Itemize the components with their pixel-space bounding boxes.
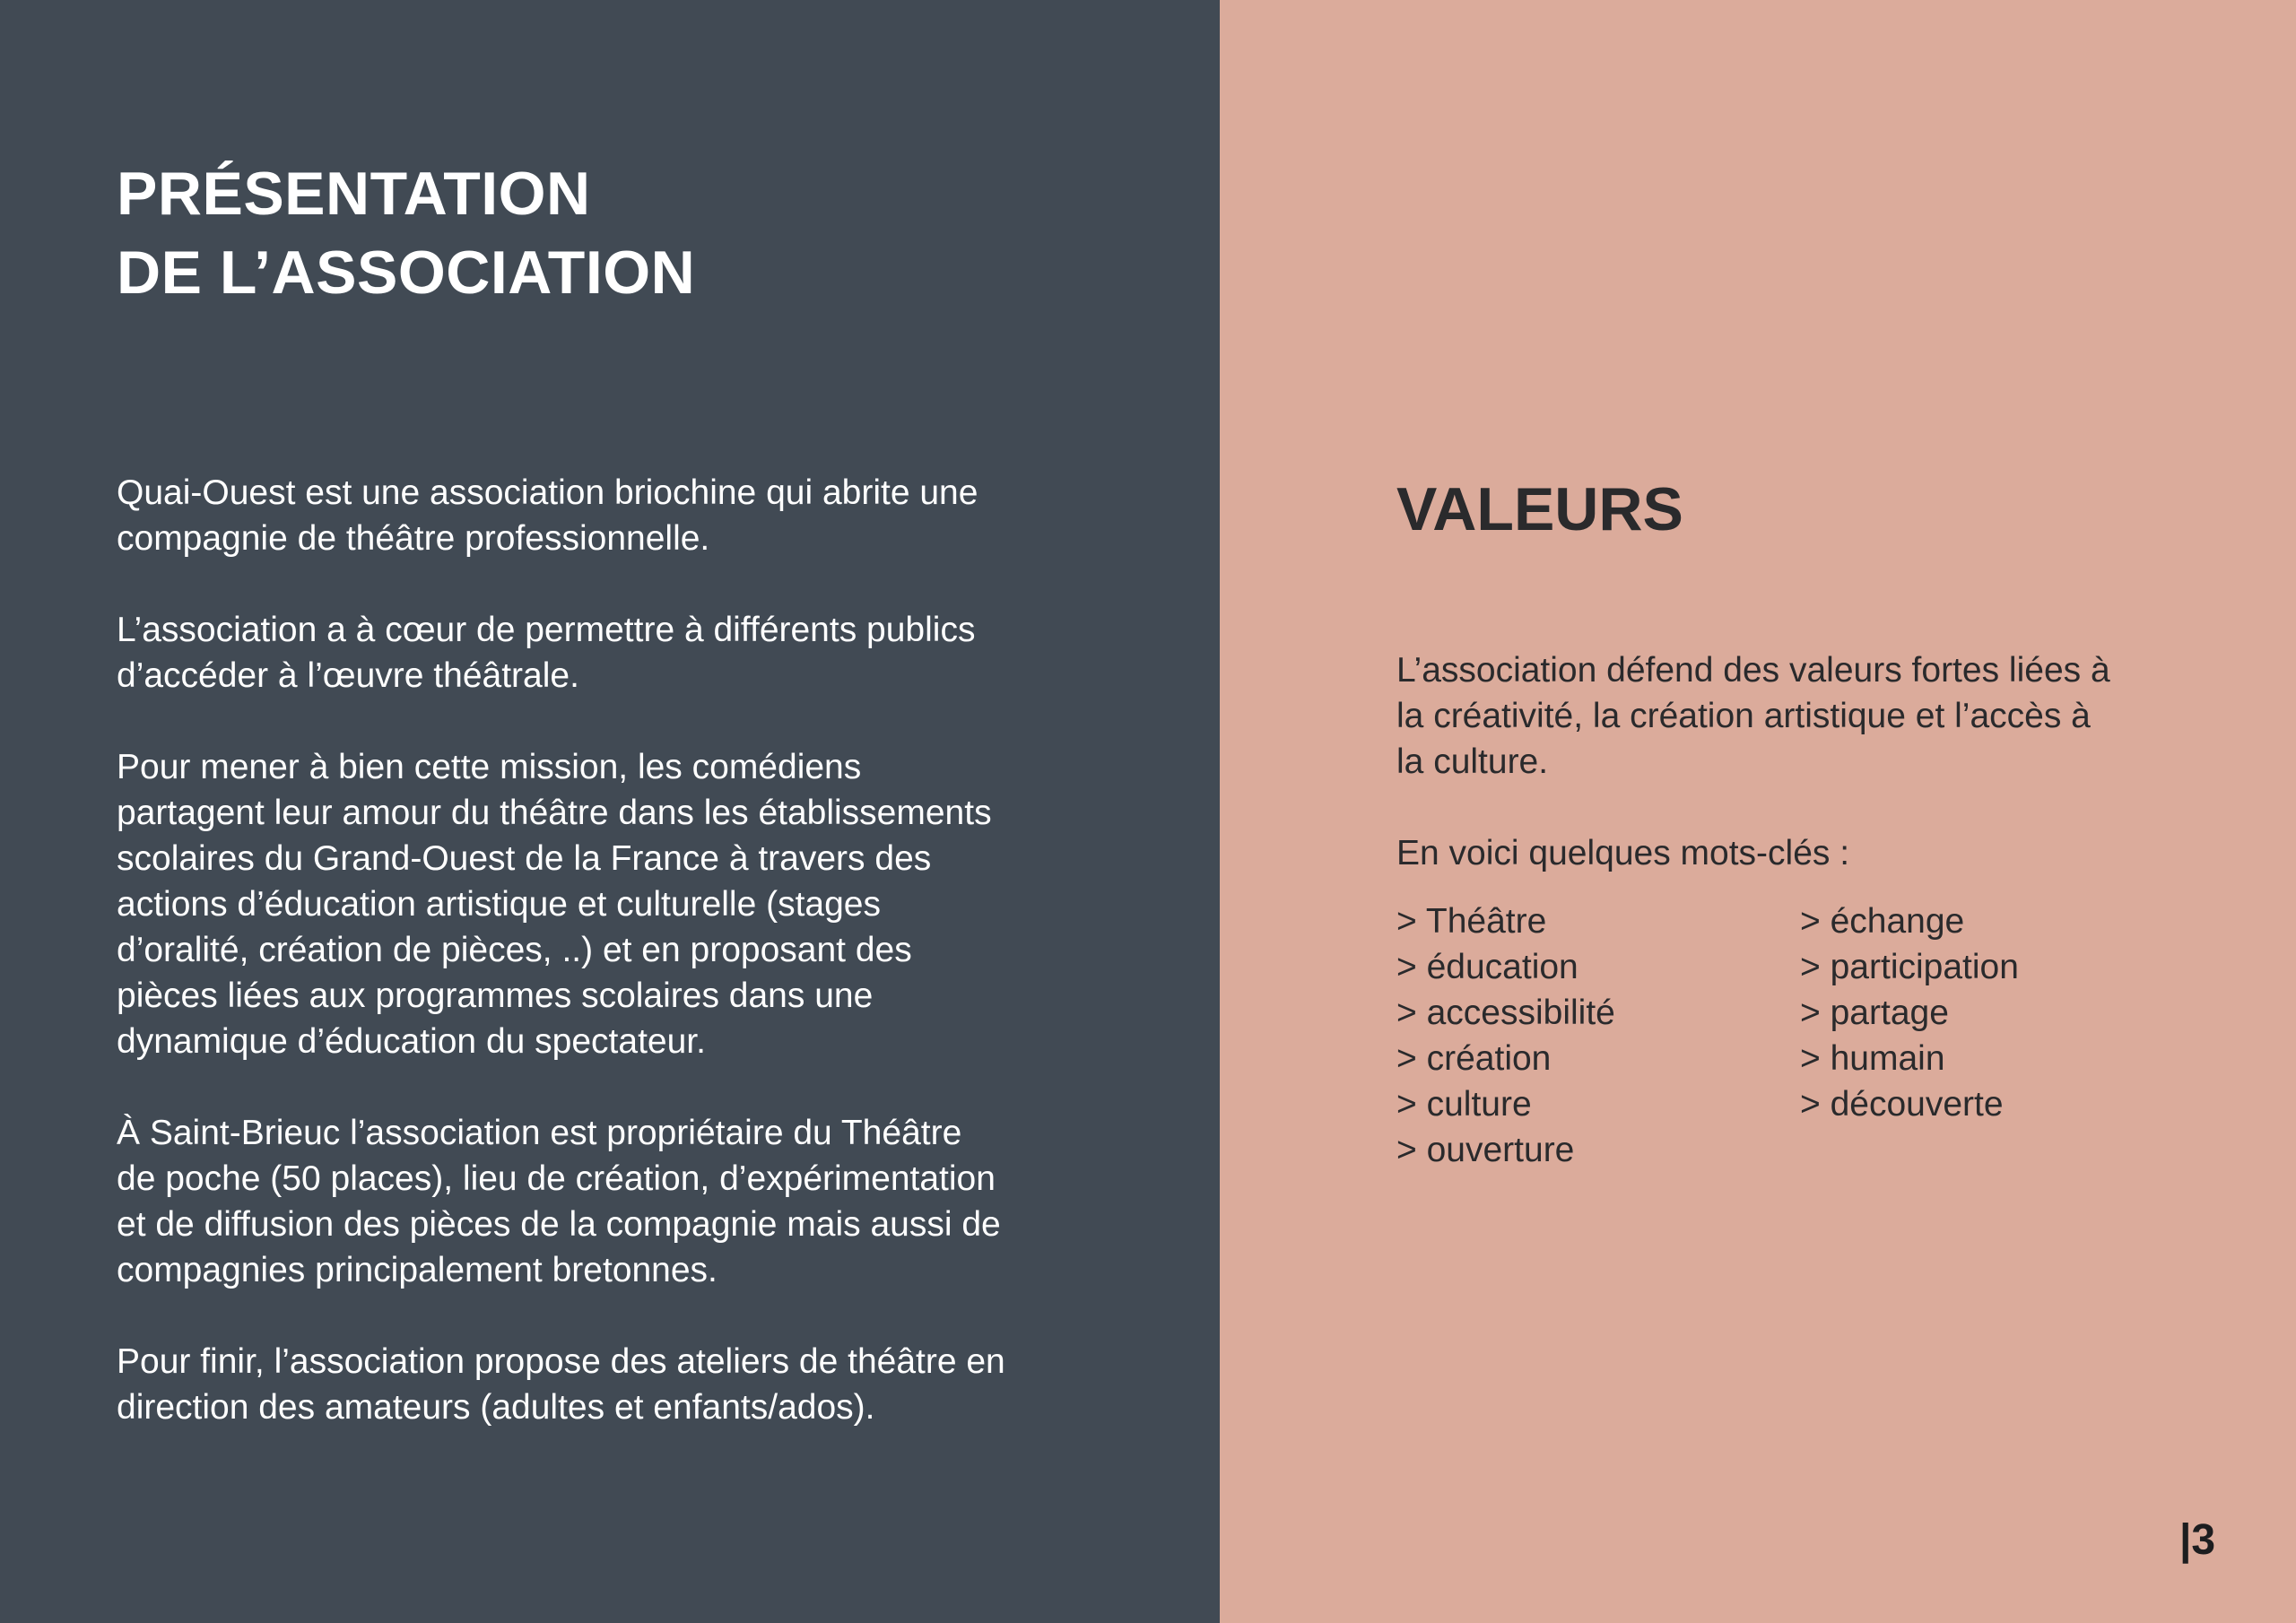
presentation-title-line: PRÉSENTATION: [117, 160, 591, 228]
presentation-paragraph: [117, 1110, 1121, 1293]
text-line: Pour mener à bien cette mission, les comédiens: [117, 748, 862, 786]
keyword-item: > Théâtre: [1396, 902, 1547, 941]
keywords-intro: En voici quelques mots-clés :: [1396, 834, 1850, 872]
text-line: direction des amateurs (adultes et enfants/ados).: [117, 1388, 875, 1427]
values-title: VALEURS: [1396, 475, 1683, 543]
keyword-item: > création: [1396, 1039, 1552, 1078]
text-line: la créativité, la création artistique et l’accès à: [1396, 697, 2091, 735]
keywords-list: [1396, 898, 2204, 1173]
keyword-item: > partage: [1800, 994, 1949, 1032]
text-line: À Saint-Brieuc l’association est propriétaire du Théâtre: [117, 1114, 962, 1152]
keyword-item: > éducation: [1396, 948, 1578, 986]
text-line: Quai-Ouest est une association briochine qui abrite une: [117, 473, 978, 512]
keyword-item: > participation: [1800, 948, 2019, 986]
text-line: Pour finir, l’association propose des ateliers de théâtre en: [117, 1342, 1005, 1381]
text-line: compagnies principalement bretonnes.: [117, 1251, 718, 1289]
page-number: |3: [2179, 1516, 2216, 1564]
keyword-item: > ouverture: [1396, 1131, 1575, 1169]
text-line: partagent leur amour du théâtre dans les établissements: [117, 794, 992, 832]
presentation-paragraph: [117, 470, 1121, 561]
keyword-item: > échange: [1800, 902, 1965, 941]
text-line: de poche (50 places), lieu de création, d’expérimentation: [117, 1159, 996, 1198]
text-line: la culture.: [1396, 742, 1549, 781]
text-line: scolaires du Grand-Ouest de la France à travers des: [117, 839, 932, 878]
keyword-item: > culture: [1396, 1085, 1532, 1124]
presentation-body: [117, 470, 1121, 1476]
presentation-paragraph: [117, 1339, 1121, 1430]
values-body: [1396, 647, 2204, 1173]
text-line: d’oralité, création de pièces, ..) et en proposant des: [117, 931, 912, 969]
text-line: compagnie de théâtre professionnelle.: [117, 519, 710, 558]
keywords-column-2: [1800, 898, 2204, 1173]
keyword-item: > découverte: [1800, 1085, 2004, 1124]
text-line: L’association a à cœur de permettre à différents publics: [117, 611, 976, 649]
text-line: d’accéder à l’œuvre théâtrale.: [117, 656, 579, 695]
values-intro: [1396, 647, 2204, 785]
keywords-column-1: [1396, 898, 1800, 1173]
text-line: et de diffusion des pièces de la compagnie mais aussi de: [117, 1205, 1001, 1244]
presentation-title: [117, 154, 695, 312]
presentation-paragraph: [117, 744, 1121, 1064]
keyword-item: > accessibilité: [1396, 994, 1615, 1032]
text-line: actions d’éducation artistique et culturelle (stages: [117, 885, 881, 924]
presentation-title-line: DE L’ASSOCIATION: [117, 239, 696, 307]
keyword-item: > humain: [1800, 1039, 1945, 1078]
text-line: dynamique d’éducation du spectateur.: [117, 1022, 706, 1061]
text-line: L’association défend des valeurs fortes liées à: [1396, 651, 2110, 690]
text-line: pièces liées aux programmes scolaires dans une: [117, 976, 874, 1015]
presentation-paragraph: [117, 607, 1121, 699]
